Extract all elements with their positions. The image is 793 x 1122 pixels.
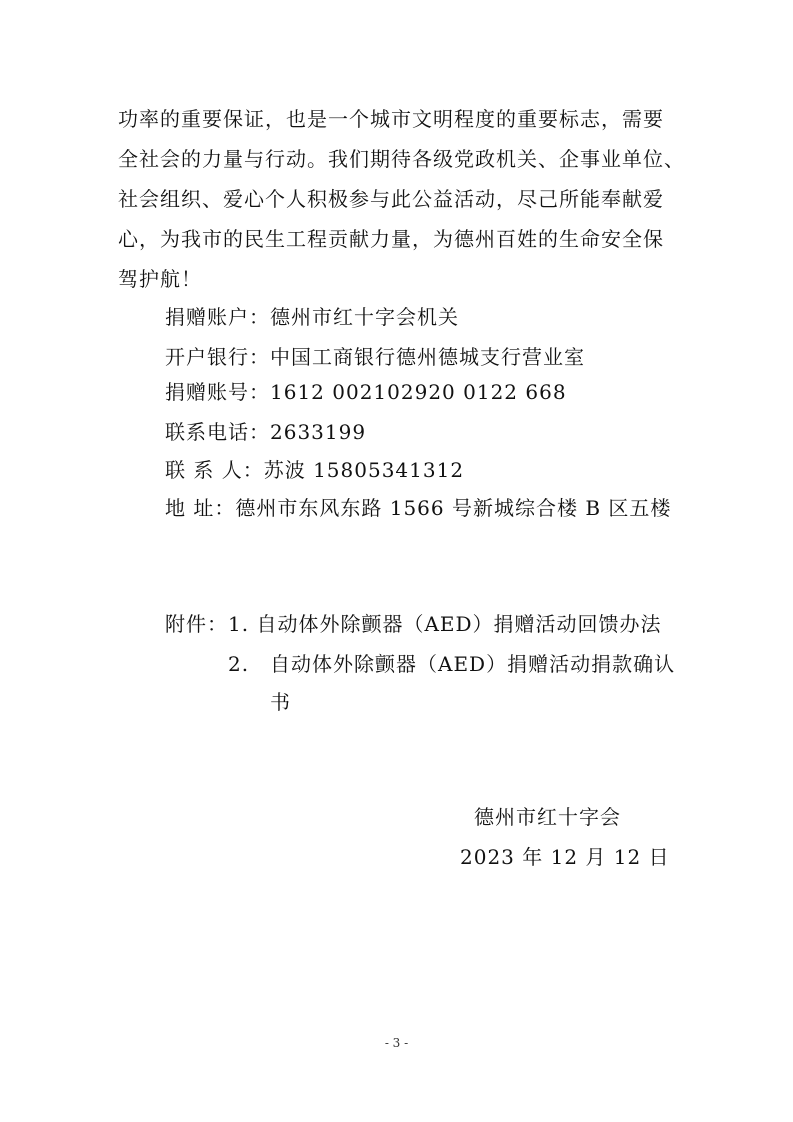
- donation-account-number: 捐赠账号：1612 002102920 0122 668: [165, 380, 567, 404]
- attachment-item-1: 1. 自动体外除颤器（AED）捐赠活动回馈办法: [228, 612, 662, 636]
- body-line-1: 功率的重要保证，也是一个城市文明程度的重要标志，需要: [118, 107, 664, 131]
- attachment-item-2-line-1: 自动体外除颤器（AED）捐赠活动捐款确认: [270, 652, 676, 676]
- signature-date: 2023 年 12 月 12 日: [460, 845, 670, 869]
- donation-bank: 开户银行：中国工商银行德州德城支行营业室: [165, 345, 585, 369]
- body-line-5: 驾护航！: [118, 267, 202, 291]
- donation-phone: 联系电话：2633199: [165, 420, 367, 444]
- donation-account-name: 捐赠账户：德州市红十字会机关: [165, 305, 459, 329]
- body-line-3: 社会组织、爱心个人积极参与此公益活动，尽己所能奉献爱: [118, 187, 664, 211]
- donation-contact: 联 系 人：苏波 15805341312: [165, 458, 465, 482]
- page-number: - 3 -: [384, 1036, 409, 1050]
- attachment-label: 附件：: [165, 612, 228, 636]
- donation-address: 地 址：德州市东风东路 1566 号新城综合楼 B 区五楼: [165, 496, 672, 520]
- body-line-2: 全社会的力量与行动。我们期待各级党政机关、企事业单位、: [118, 147, 685, 171]
- attachment-row-1: [165, 610, 662, 638]
- attachment-item-2-number: 2.: [228, 652, 250, 676]
- body-line-4: 心，为我市的民生工程贡献力量，为德州百姓的生命安全保: [118, 227, 664, 251]
- attachment-item-2-line-2: 书: [270, 690, 291, 714]
- signature-org: 德州市红十字会: [474, 805, 621, 829]
